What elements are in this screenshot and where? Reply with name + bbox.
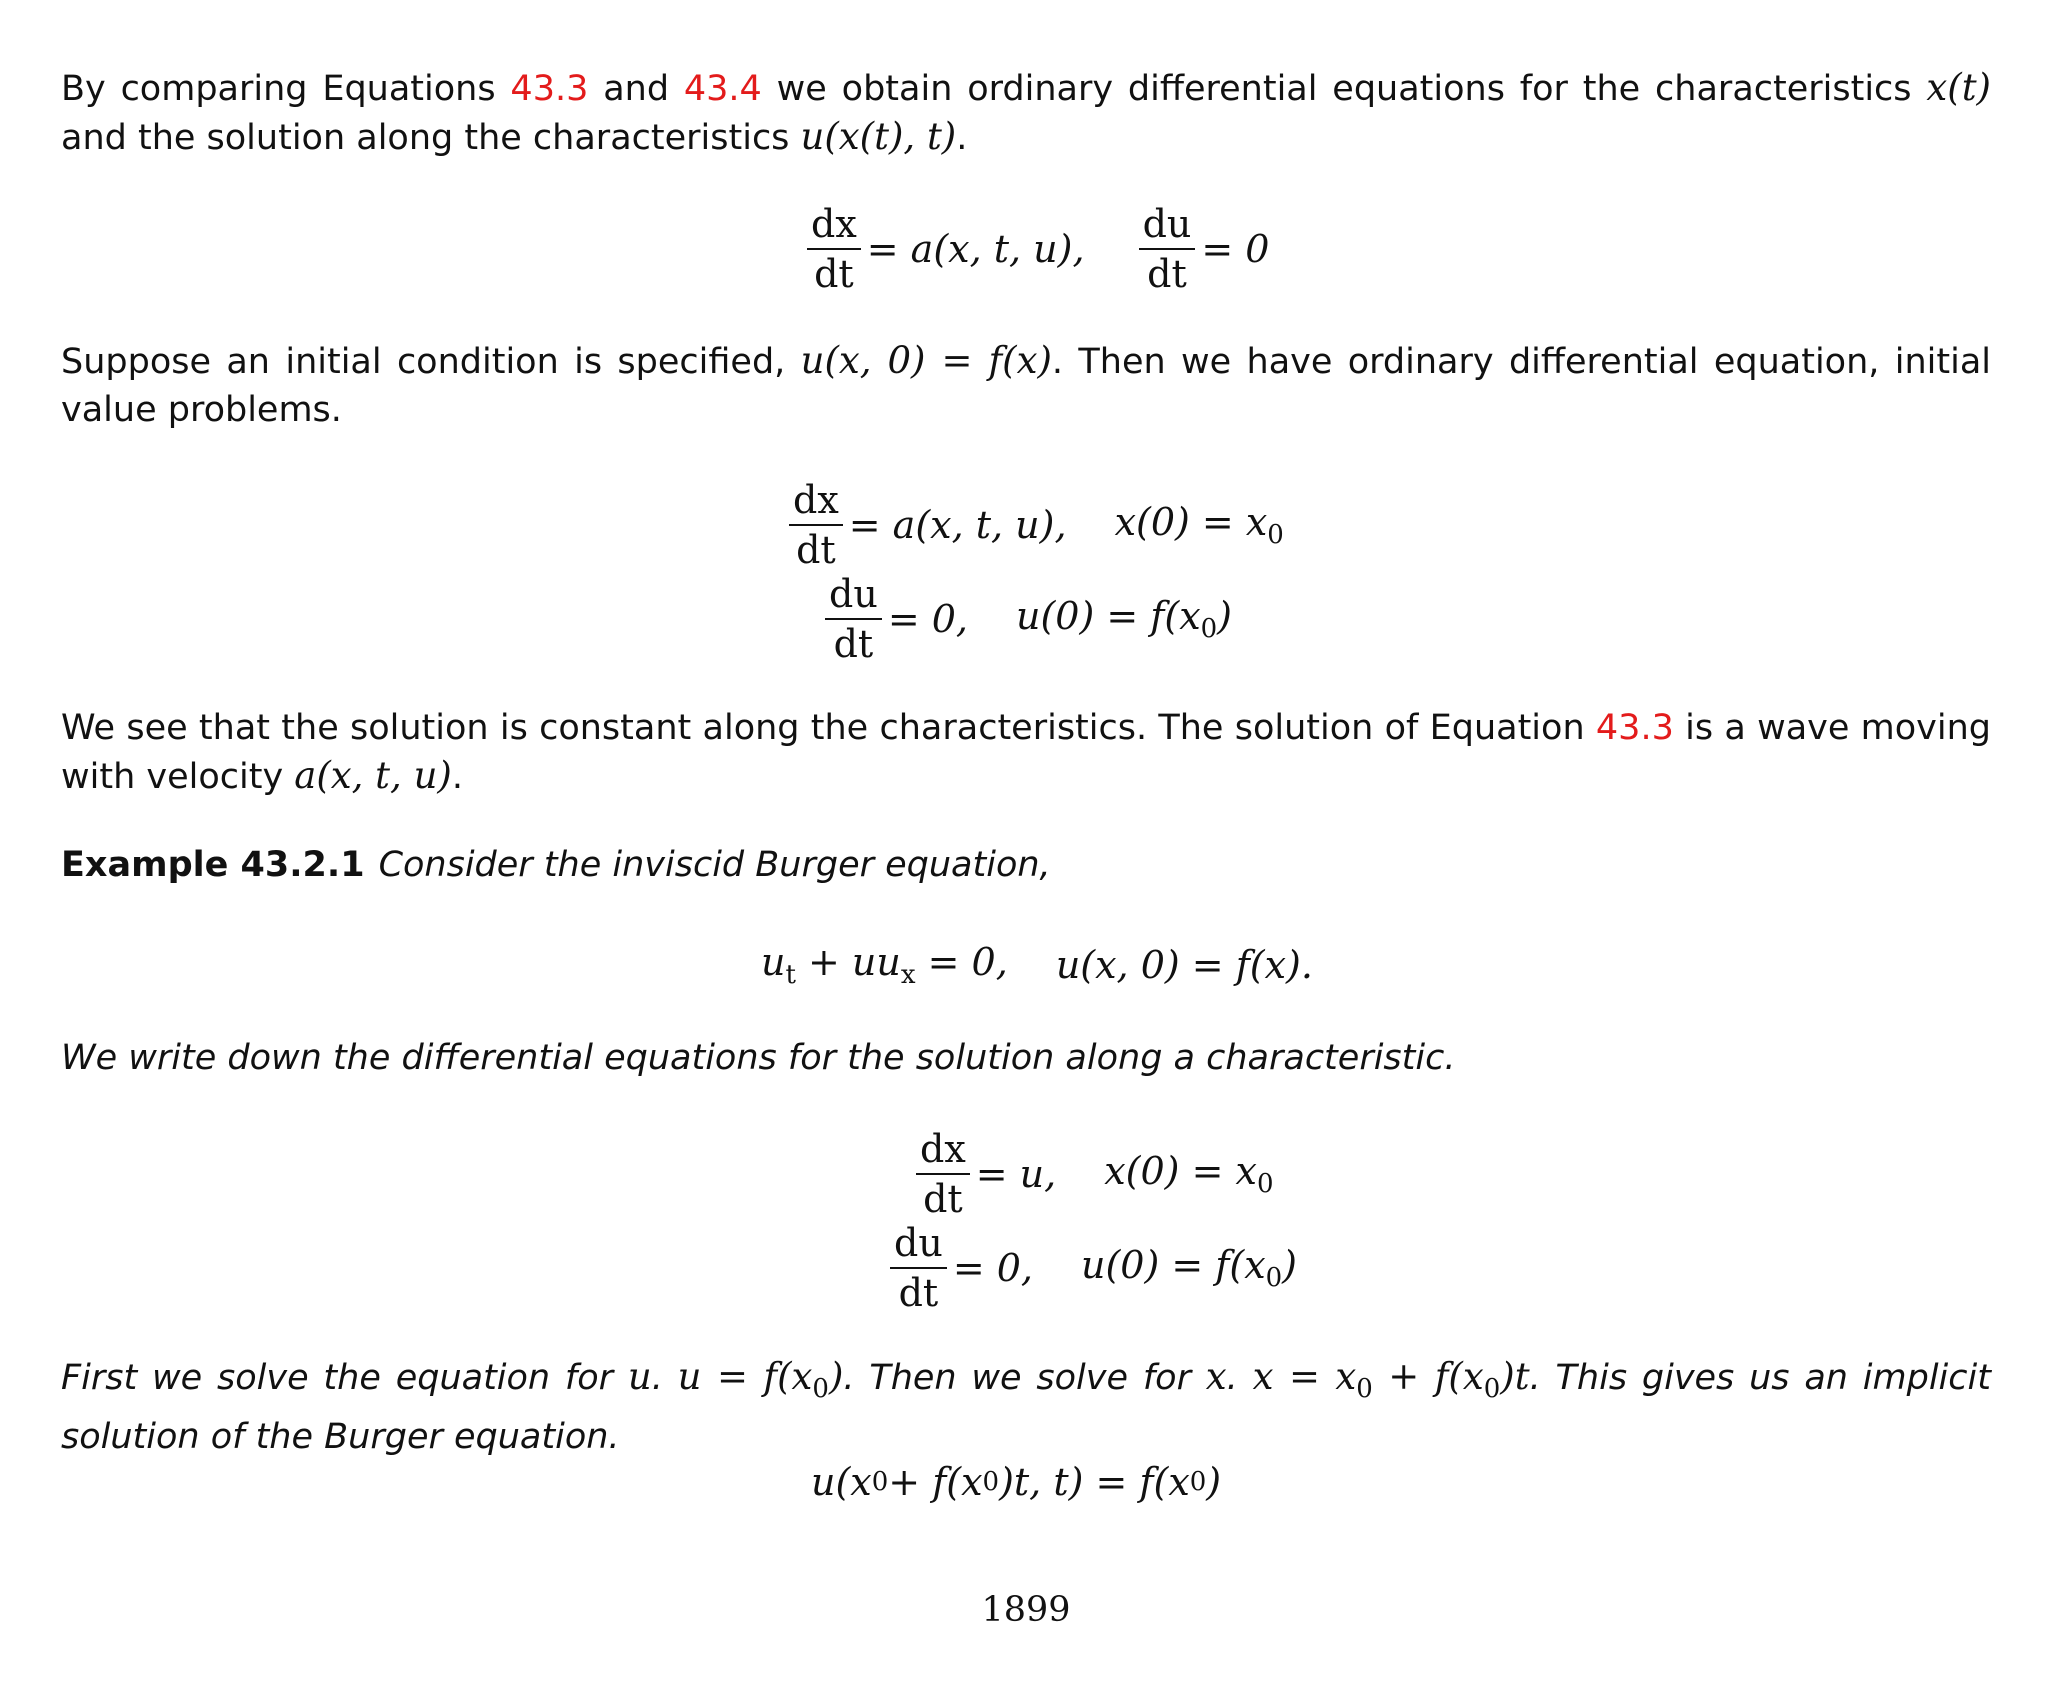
paragraph-initial-condition bbox=[61, 337, 1991, 434]
equation-ivp-system bbox=[783, 476, 1284, 668]
text: We see that the solution is constant along the characteristics. The solution of Equation bbox=[61, 708, 1596, 748]
text: . bbox=[956, 118, 968, 158]
text: . Then we have ordinary differential equation, initial value problems. bbox=[61, 342, 1991, 430]
equation-rhs: = 0, bbox=[952, 1246, 1033, 1290]
equation-rhs: = a(x, t, u), bbox=[866, 227, 1085, 271]
initial-condition: $u(0) = f(x_0)$ bbox=[1016, 594, 1232, 644]
inline-math: $u = f(x_0)$ bbox=[677, 1355, 844, 1404]
text: and bbox=[588, 69, 684, 109]
text: First we solve the equation for bbox=[61, 1358, 628, 1398]
paragraph-wave-solution bbox=[61, 704, 1991, 801]
denominator: dt bbox=[1147, 252, 1187, 296]
paragraph-implicit-solution bbox=[61, 1353, 1991, 1461]
equation-row bbox=[910, 1125, 1297, 1223]
denominator: dt bbox=[814, 252, 854, 296]
initial-condition: u(x, 0) = f(x). bbox=[1055, 943, 1313, 987]
equation-ref-43-3[interactable]: 43.3 bbox=[1595, 708, 1674, 748]
text: . bbox=[1226, 1358, 1253, 1398]
paragraph-characteristic-eqs bbox=[61, 1034, 1991, 1082]
inline-math: x bbox=[1205, 1355, 1227, 1398]
numerator: du bbox=[825, 570, 882, 620]
equation-lhs: $u_t + uu_x = 0$, bbox=[761, 940, 1008, 990]
equation-ref-43-4[interactable]: 43.4 bbox=[683, 69, 762, 109]
equation-rhs: = u, bbox=[975, 1152, 1057, 1196]
text: Suppose an initial condition is specified, bbox=[61, 342, 801, 382]
text: Consider the inviscid Burger equation, bbox=[378, 845, 1051, 885]
equation-rhs: = a(x, t, u), bbox=[848, 503, 1067, 547]
text: . bbox=[451, 757, 463, 797]
inline-math: u(x, 0) = f(x) bbox=[800, 339, 1052, 382]
initial-condition: $x(0) = x_0$ bbox=[1104, 1149, 1274, 1199]
inline-math: u bbox=[627, 1355, 652, 1398]
equation-rhs: = 0, bbox=[887, 597, 968, 641]
inline-math: x(t) bbox=[1926, 66, 1991, 109]
fraction-dx-dt bbox=[807, 200, 861, 298]
equation-row bbox=[783, 476, 1284, 574]
numerator: dx bbox=[807, 200, 861, 250]
denominator: dt bbox=[796, 528, 836, 572]
equation-burger bbox=[761, 940, 1313, 990]
numerator: dx bbox=[789, 476, 843, 526]
numerator: du bbox=[890, 1219, 947, 1269]
example-label: Example 43.2.1 bbox=[61, 845, 365, 885]
equation-implicit-solution: u(x 0 + f(x 0 )t, t) = f(x 0 ) bbox=[811, 1460, 1222, 1504]
paragraph-characteristics-intro bbox=[61, 64, 1991, 162]
equation-characteristic-odes bbox=[801, 200, 1269, 298]
equation-ref-43-3[interactable]: 43.3 bbox=[510, 69, 589, 109]
inline-math: u(x(t), t) bbox=[800, 115, 957, 158]
text: and the solution along the characteristics bbox=[61, 118, 801, 158]
equation-row bbox=[884, 1219, 1297, 1317]
equation-row bbox=[819, 570, 1284, 668]
numerator: dx bbox=[916, 1125, 970, 1175]
text: we obtain ordinary differential equations for the characteristics bbox=[761, 69, 1927, 109]
equation-rhs: = 0 bbox=[1201, 227, 1270, 271]
denominator: dt bbox=[923, 1177, 963, 1221]
text: is a wave moving with velocity bbox=[61, 708, 1992, 797]
text: . Then we solve for bbox=[843, 1358, 1206, 1398]
inline-math: a(x, t, u) bbox=[294, 754, 452, 797]
fraction-du-dt bbox=[1139, 200, 1196, 298]
text: . bbox=[651, 1358, 678, 1398]
initial-condition: $x(0) = x_0$ bbox=[1114, 500, 1284, 550]
text: . This gives us an implicit solution of the Burger equation. bbox=[61, 1358, 1991, 1457]
denominator: dt bbox=[833, 622, 874, 666]
example-heading bbox=[61, 841, 1991, 889]
numerator: du bbox=[1139, 200, 1196, 250]
text: We write down the differential equations for the solution along a characteristic. bbox=[61, 1038, 1456, 1078]
equation-burger-characteristics bbox=[884, 1125, 1297, 1317]
initial-condition: $u(0) = f(x_0)$ bbox=[1081, 1243, 1297, 1293]
page-number: 1899 bbox=[981, 1590, 1071, 1630]
text: By comparing Equations bbox=[61, 69, 511, 109]
inline-math: $x = x_0 + f(x_0)t$ bbox=[1252, 1355, 1530, 1404]
denominator: dt bbox=[898, 1271, 939, 1315]
document-page bbox=[61, 0, 1991, 1687]
